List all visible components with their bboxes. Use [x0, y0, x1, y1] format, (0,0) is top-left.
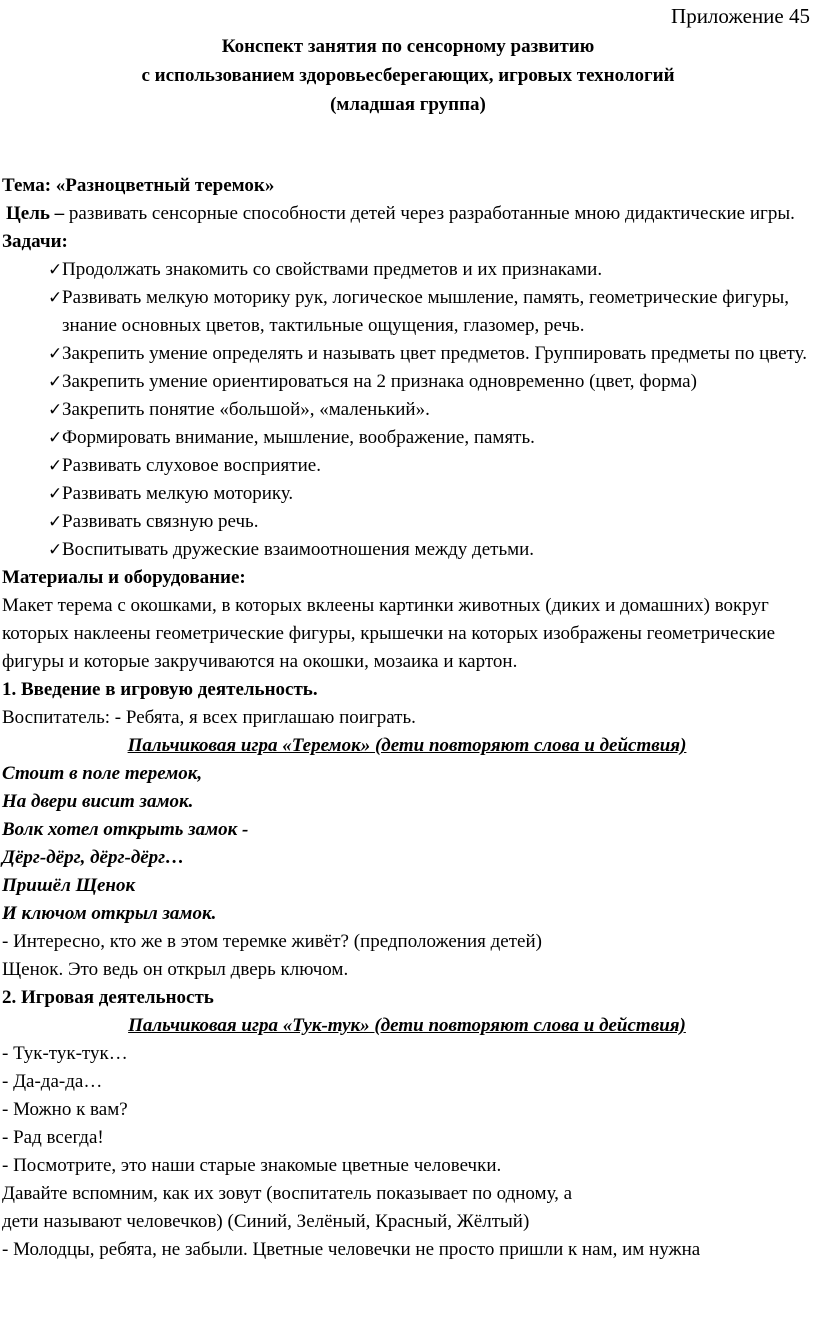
poem-line: На двери висит замок. [2, 791, 194, 812]
task-text: Продолжать знакомить со свойствами предметов и их признаками. [62, 259, 603, 280]
checkmark-icon: ✓ [48, 288, 63, 308]
document-title [0, 32, 816, 119]
checkmark-icon: ✓ [48, 400, 63, 420]
list-item [2, 452, 812, 480]
task-text: Развивать мелкую моторику рук, логическое мышление, память, геометрические фигуры, знание основных цветов, тактильные ощущения, глазомер, речь. [62, 287, 790, 336]
checkmark-icon: ✓ [48, 456, 63, 476]
task-text: Закрепить умение ориентироваться на 2 признака одновременно (цвет, форма) [62, 371, 697, 392]
checkmark-icon: ✓ [48, 260, 63, 280]
goal-paragraph [2, 200, 812, 228]
goal-label: Цель – [6, 203, 65, 224]
dialog-line: - Можно к вам? [2, 1099, 128, 1120]
dialog-line: - Посмотрите, это наши старые знакомые цветные человечки. [2, 1155, 502, 1176]
task-text: Воспитывать дружеские взаимоотношения между детьми. [62, 539, 535, 560]
theme-heading: Тема: «Разноцветный теремок» [2, 175, 275, 196]
title-line-1: Конспект занятия по сенсорному развитию [221, 36, 595, 57]
dialog-line: - Тук-тук-тук… [2, 1043, 128, 1064]
tasks-heading: Задачи: [2, 231, 68, 252]
title-line-2: с использованием здоровьесберегающих, игровых технологий [141, 65, 675, 86]
list-item [2, 284, 812, 340]
section-2-heading: 2. Игровая деятельность [2, 987, 214, 1008]
list-item [2, 256, 812, 284]
poem-line: Пришёл Щенок [2, 875, 136, 896]
dialog-line: - Рад всегда! [2, 1127, 104, 1148]
list-item [2, 340, 812, 368]
task-text: Развивать связную речь. [62, 511, 259, 532]
task-text: Развивать мелкую моторику. [62, 483, 294, 504]
task-text: Развивать слуховое восприятие. [62, 455, 321, 476]
materials-text: Макет терема с окошками, в которых вклеены картинки животных (диких и домашних) вокруг которых наклеены геометрические фигуры, крышечки на которых изображены геометрические фигуры и которые закручиваются на окошки, мозаика и картон. [2, 595, 776, 672]
checkmark-icon: ✓ [48, 484, 63, 504]
checkmark-icon: ✓ [48, 540, 63, 560]
appendix-label: Приложение 45 [671, 4, 810, 28]
title-line-3: (младшая группа) [330, 94, 486, 115]
materials-heading: Материалы и оборудование: [2, 567, 246, 588]
game-1-title: Пальчиковая игра «Теремок» (дети повторяют слова и действия) [127, 735, 687, 756]
poem-line: Дёрг-дёрг, дёрг-дёрг… [2, 847, 185, 868]
section-1-heading: 1. Введение в игровую деятельность. [2, 679, 318, 700]
document-body [2, 172, 812, 1264]
dialog-line: дети называют человечков) (Синий, Зелёный, Красный, Жёлтый) [2, 1211, 530, 1232]
checkmark-icon: ✓ [48, 372, 63, 392]
list-item [2, 424, 812, 452]
list-item [2, 396, 812, 424]
list-item [2, 536, 812, 564]
section-1-line: Воспитатель: - Ребята, я всех приглашаю поиграть. [2, 707, 416, 728]
goal-text: развивать сенсорные способности детей через разработанные мною дидактические игры. [64, 203, 795, 224]
task-text: Закрепить понятие «большой», «маленький». [62, 399, 430, 420]
dialog-line: Давайте вспомним, как их зовут (воспитатель показывает по одному, а [2, 1183, 573, 1204]
dialog-line: - Интересно, кто же в этом теремке живёт? (предположения детей) [2, 931, 542, 952]
dialog-line: - Молодцы, ребята, не забыли. Цветные человечки не просто пришли к нам, им нужна [2, 1239, 701, 1260]
dialog-line: - Да-да-да… [2, 1071, 103, 1092]
poem-line: Волк хотел открыть замок - [2, 819, 249, 840]
dialog-line: Щенок. Это ведь он открыл дверь ключом. [2, 959, 349, 980]
checkmark-icon: ✓ [48, 344, 63, 364]
list-item [2, 480, 812, 508]
list-item [2, 368, 812, 396]
checkmark-icon: ✓ [48, 512, 63, 532]
task-text: Формировать внимание, мышление, воображение, память. [62, 427, 535, 448]
game-2-title: Пальчиковая игра «Тук-тук» (дети повторяют слова и действия) [128, 1015, 686, 1036]
poem-line: Стоит в поле теремок, [2, 763, 203, 784]
task-text: Закрепить умение определять и называть цвет предметов. Группировать предметы по цвету. [62, 343, 807, 364]
poem-line: И ключом открыл замок. [2, 903, 217, 924]
tasks-list [2, 256, 812, 564]
checkmark-icon: ✓ [48, 428, 63, 448]
list-item [2, 508, 812, 536]
